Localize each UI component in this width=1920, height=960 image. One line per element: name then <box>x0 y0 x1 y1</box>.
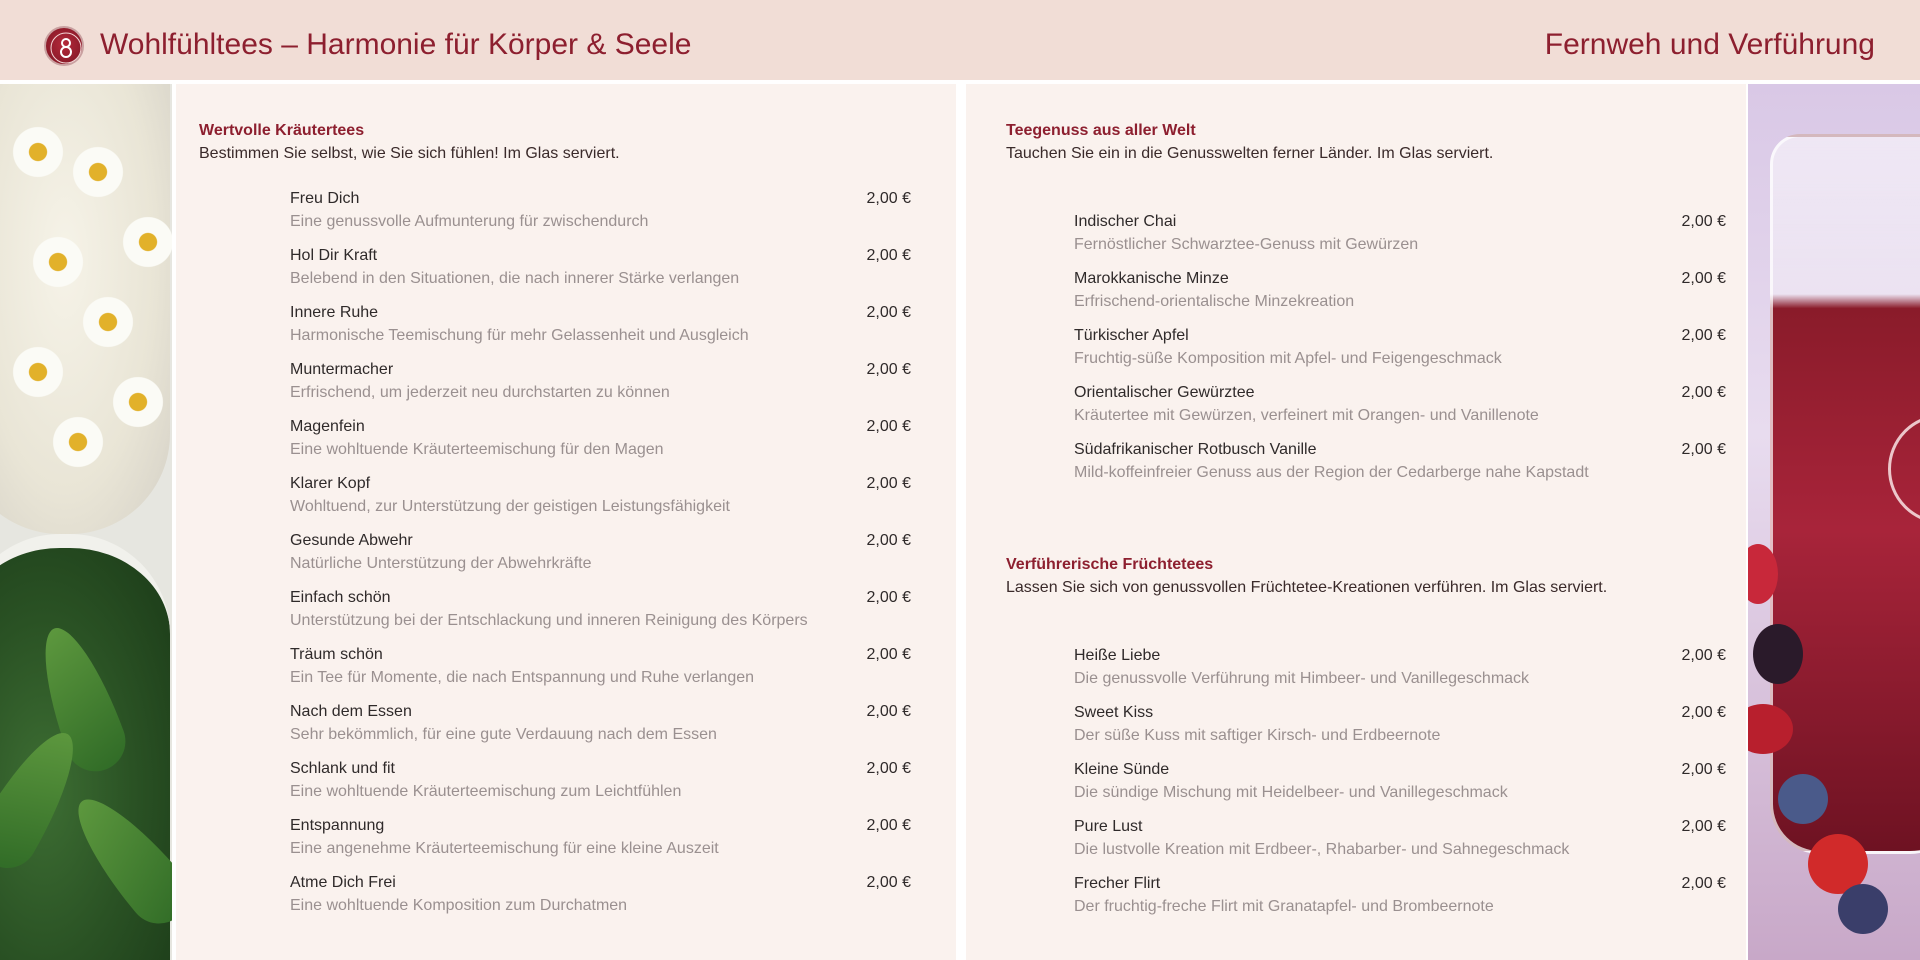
item-name: Sweet Kiss <box>1074 704 1154 721</box>
item-name: Gesunde Abwehr <box>290 532 413 549</box>
item-description: Fernöstlicher Schwarztee-Genuss mit Gewürzen <box>1074 236 1419 253</box>
page-header <box>0 0 1920 80</box>
item-name: Träum schön <box>290 646 383 663</box>
item-description: Der süße Kuss mit saftiger Kirsch- und Erdbeernote <box>1074 727 1441 744</box>
item-price: 2,00 € <box>866 361 911 378</box>
chamomile-flower-icon <box>70 144 126 200</box>
item-price: 2,00 € <box>1681 213 1726 230</box>
chamomile-flower-icon <box>110 374 166 430</box>
item-description: Unterstützung bei der Entschlackung und inneren Reinigung des Körpers <box>290 612 808 629</box>
item-price: 2,00 € <box>1681 441 1726 458</box>
item-description: Fruchtig-süße Komposition mit Apfel- und Feigengeschmack <box>1074 350 1502 367</box>
item-description: Eine wohltuende Kräuterteemischung für den Magen <box>290 441 664 458</box>
item-description: Eine angenehme Kräuterteemischung für eine kleine Auszeit <box>290 840 719 857</box>
item-name: Frecher Flirt <box>1074 875 1161 892</box>
item-price: 2,00 € <box>1681 818 1726 835</box>
item-name: Muntermacher <box>290 361 394 378</box>
item-price: 2,00 € <box>1681 384 1726 401</box>
item-price: 2,00 € <box>866 418 911 435</box>
section-subtitle: Bestimmen Sie selbst, wie Sie sich fühlen! Im Glas serviert. <box>199 145 620 162</box>
world-and-fruit-tea-panel <box>966 84 1746 960</box>
teekanne-logo-icon <box>44 26 84 66</box>
item-description: Natürliche Unterstützung der Abwehrkräfte <box>290 555 592 572</box>
item-description: Erfrischend-orientalische Minzekreation <box>1074 293 1355 310</box>
chamomile-flower-icon <box>50 414 106 470</box>
blackberry-icon <box>1753 624 1803 684</box>
item-description: Wohltuend, zur Unterstützung der geistigen Leistungsfähigkeit <box>290 498 730 515</box>
item-description: Eine wohltuende Komposition zum Durchatmen <box>290 897 628 914</box>
item-description: Die genussvolle Verführung mit Himbeer- und Vanillegeschmack <box>1074 670 1530 687</box>
chamomile-flower-icon <box>30 234 86 290</box>
item-description: Eine wohltuende Kräuterteemischung zum Leichtfühlen <box>290 783 682 800</box>
page-title-left: Wohlfühltees – Harmonie für Körper & Seele <box>100 28 692 61</box>
item-description: Harmonische Teemischung für mehr Gelassenheit und Ausgleich <box>290 327 749 344</box>
chamomile-flower-icon <box>10 344 66 400</box>
chamomile-mint-image <box>0 84 172 960</box>
item-description: Mild-koffeinfreier Genuss aus der Region der Cedarberge nahe Kapstadt <box>1074 464 1589 481</box>
section-subtitle: Tauchen Sie ein in die Genusswelten ferner Länder. Im Glas serviert. <box>1006 145 1494 162</box>
item-name: Marokkanische Minze <box>1074 270 1229 287</box>
item-name: Einfach schön <box>290 589 391 606</box>
fruit-tea-glass-image <box>1748 84 1920 960</box>
item-price: 2,00 € <box>866 874 911 891</box>
item-price: 2,00 € <box>1681 704 1726 721</box>
item-price: 2,00 € <box>1681 761 1726 778</box>
item-price: 2,00 € <box>866 247 911 264</box>
item-price: 2,00 € <box>866 703 911 720</box>
section-title: Teegenuss aus aller Welt <box>1006 122 1196 139</box>
item-price: 2,00 € <box>1681 875 1726 892</box>
item-price: 2,00 € <box>1681 270 1726 287</box>
item-description: Eine genussvolle Aufmunterung für zwischendurch <box>290 213 649 230</box>
section-title: Verführerische Früchtetees <box>1006 556 1214 573</box>
item-name: Pure Lust <box>1074 818 1143 835</box>
item-name: Entspannung <box>290 817 385 834</box>
item-price: 2,00 € <box>866 475 911 492</box>
item-name: Kleine Sünde <box>1074 761 1170 778</box>
item-description: Erfrischend, um jederzeit neu durchstarten zu können <box>290 384 670 401</box>
item-description: Belebend in den Situationen, die nach innerer Stärke verlangen <box>290 270 740 287</box>
item-name: Heiße Liebe <box>1074 647 1161 664</box>
item-name: Türkischer Apfel <box>1074 327 1189 344</box>
item-price: 2,00 € <box>866 817 911 834</box>
item-price: 2,00 € <box>1681 647 1726 664</box>
item-price: 2,00 € <box>866 190 911 207</box>
item-price: 2,00 € <box>866 760 911 777</box>
item-name: Klarer Kopf <box>290 475 371 492</box>
item-description: Kräutertee mit Gewürzen, verfeinert mit Orangen- und Vanillenote <box>1074 407 1539 424</box>
item-price: 2,00 € <box>866 646 911 663</box>
item-description: Ein Tee für Momente, die nach Entspannung und Ruhe verlangen <box>290 669 755 686</box>
item-name: Südafrikanischer Rotbusch Vanille <box>1074 441 1317 458</box>
section-title: Wertvolle Kräutertees <box>199 122 365 139</box>
chamomile-flower-icon <box>120 214 172 270</box>
item-price: 2,00 € <box>866 532 911 549</box>
item-description: Die lustvolle Kreation mit Erdbeer-, Rhabarber- und Sahnegeschmack <box>1074 841 1570 858</box>
blueberry-icon <box>1778 774 1828 824</box>
item-description: Die sündige Mischung mit Heidelbeer- und Vanillegeschmack <box>1074 784 1508 801</box>
herbal-tea-panel <box>176 84 956 960</box>
chamomile-flower-icon <box>80 294 136 350</box>
blueberry-icon <box>1838 884 1888 934</box>
item-name: Atme Dich Frei <box>290 874 396 891</box>
item-name: Orientalischer Gewürztee <box>1074 384 1255 401</box>
page-title-right: Fernweh und Verführung <box>1544 28 1875 61</box>
item-name: Hol Dir Kraft <box>290 247 378 264</box>
item-description: Sehr bekömmlich, für eine gute Verdauung nach dem Essen <box>290 726 717 743</box>
chamomile-flower-icon <box>10 124 66 180</box>
item-price: 2,00 € <box>1681 327 1726 344</box>
item-name: Indischer Chai <box>1074 213 1177 230</box>
item-name: Schlank und fit <box>290 760 395 777</box>
item-description: Der fruchtig-freche Flirt mit Granatapfel- und Brombeernote <box>1074 898 1494 915</box>
section-subtitle: Lassen Sie sich von genussvollen Früchtetee-Kreationen verführen. Im Glas serviert. <box>1006 579 1608 596</box>
item-name: Nach dem Essen <box>290 703 412 720</box>
item-name: Freu Dich <box>290 190 360 207</box>
item-name: Magenfein <box>290 418 365 435</box>
item-price: 2,00 € <box>866 589 911 606</box>
item-name: Innere Ruhe <box>290 304 379 321</box>
item-price: 2,00 € <box>866 304 911 321</box>
